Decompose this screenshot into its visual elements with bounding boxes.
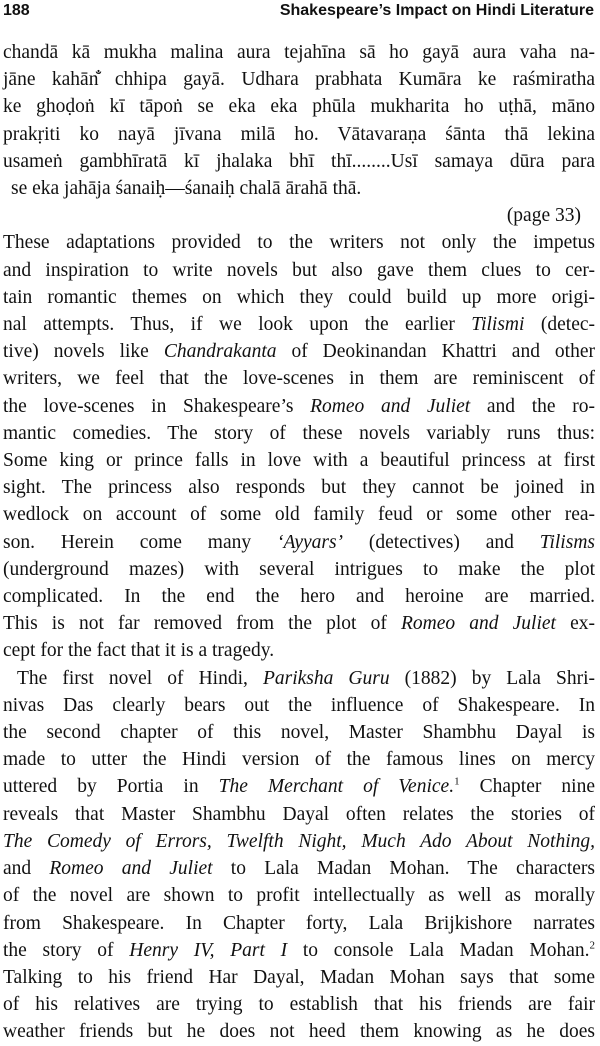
text-line: These adaptations provided to the writers not only the impetus (3, 232, 595, 254)
text-line (3, 828, 595, 855)
text-run: and (3, 858, 50, 880)
page-body (3, 39, 595, 1046)
text-run: son. Herein come many (3, 531, 277, 553)
text-line: the second chapter of this novel, Master Shambhu Dayal is (3, 722, 595, 744)
text-line (3, 773, 595, 800)
text-line: complicated. In the end the hero and heroine are married. (3, 586, 595, 608)
text-run: of Deokinandan Khattri and other (276, 341, 596, 363)
text-line: (underground mazes) with several intrigues to make the plot (3, 558, 595, 580)
text-line (3, 610, 595, 637)
text-line: reveals that Master Shambhu Dayal often relates the stories of (3, 803, 595, 825)
page-number: 188 (3, 2, 30, 19)
text-line: writers, we feel that the love-scenes in them are reminiscent of (3, 368, 595, 390)
text-run: Chapter nine (459, 776, 595, 798)
text-run: to console Lala Madan Mohan. (287, 939, 590, 961)
italic-title: Romeo and Juliet (49, 858, 213, 880)
italic-term: Tilisms (539, 531, 595, 553)
italic-title: Chandrakanta (163, 341, 277, 363)
quote-citation: (page 33) (506, 205, 581, 227)
text-line (3, 338, 595, 365)
text-line (3, 529, 595, 556)
text-line: and inspiration to write novels but also gave them clues to cer- (3, 259, 595, 281)
quote-line: se eka jahāja śanaiḥ—śanaiḥ chalā ārahā thā. (11, 178, 362, 200)
text-run: the love-scenes in Shakespeare’s (3, 395, 311, 417)
text-run: (detec- (524, 314, 595, 336)
text-line: Some king or prince falls in love with a beautiful princess at first (3, 450, 595, 472)
running-header (3, 0, 594, 22)
italic-title: Romeo and Juliet (310, 395, 471, 417)
text-run: nal attempts. Thus, if we look upon the earlier (3, 314, 472, 336)
text-run: The first novel of Hindi, (17, 667, 263, 689)
text-line: tain romantic themes on which they could build up more origi- (3, 286, 595, 308)
italic-title: Pariksha Guru (262, 667, 390, 689)
text-line: nivas Das clearly bears out the influence of Shakespeare. In (3, 694, 595, 716)
quote-line: chandā kā mukha malina aura tejahīna sā ho gayā aura vaha na- (3, 42, 595, 63)
italic-title: Romeo and Juliet (400, 613, 556, 635)
text-line: sight. The princess also responds but they cannot be joined in (3, 477, 595, 499)
running-title: Shakespeare’s Impact on Hindi Literature (279, 2, 594, 19)
footnote-ref: 2 (589, 939, 595, 952)
italic-term: Tilismi (471, 314, 525, 336)
text-line (3, 855, 595, 882)
italic-title: The Merchant of Venice. (218, 776, 455, 798)
text-line (3, 393, 595, 420)
paragraph-pariksha-guru (3, 665, 595, 1046)
text-run: and the ro- (470, 395, 595, 417)
text-line (3, 937, 595, 964)
quote-line: usameṅ gambhīratā kī jhalaka bhī thī........Usī samaya dūra para (3, 150, 595, 172)
transliterated-quote (3, 39, 595, 229)
text-line (3, 311, 595, 338)
text-line: mantic comedies. The story of these novels variably runs thus: (3, 422, 595, 444)
text-line: from Shakespeare. In Chapter forty, Lala Brijkishore narrates (3, 912, 595, 934)
text-run: uttered by Portia in (3, 776, 219, 798)
text-line: made to utter the Hindi version of the famous lines on mercy (3, 749, 595, 771)
text-run: to Lala Madan Mohan. The characters (212, 858, 595, 880)
paragraph-adaptations (3, 229, 595, 664)
text-run: (detectives) and (343, 531, 540, 553)
quote-line: jāne kahān̐ chhipa gayā. Udhara prabhata Kumāra ke raśmiratha (3, 69, 595, 91)
text-line: cept for the fact that it is a tragedy. (3, 640, 275, 662)
text-run: ex- (555, 613, 596, 635)
text-run: (1882) by Lala Shri- (389, 667, 595, 689)
footnote-ref: 1 (454, 775, 460, 788)
text-line: of his relatives are trying to establish that his friends are fair (3, 994, 595, 1016)
italic-title: Henry IV, Part I (129, 939, 288, 961)
text-line: weather friends but he does not heed them knowing as he does (3, 1021, 595, 1043)
text-run: This is not far removed from the plot of (3, 613, 401, 635)
text-line (3, 665, 595, 692)
italic-term: ‘Ayyars’ (276, 531, 344, 553)
text-line: of the novel are shown to profit intellectually as well as morally (3, 885, 595, 907)
quote-line: ke ghoḍoṅ kī tāpoṅ se eka eka phūla mukharita ho uṭhā, māno (3, 96, 595, 118)
text-line: wedlock on account of some old family feud or some other rea- (3, 504, 595, 526)
italic-title: The Comedy of Errors, Twelfth Night, Much Ado About Nothing, (3, 830, 595, 852)
quote-line: prakṛiti ko nayā jīvana milā ho. Vātavaraṇa śānta thā lekina (3, 123, 595, 145)
text-run: the story of (3, 939, 130, 961)
text-line: Talking to his friend Har Dayal, Madan Mohan says that some (3, 966, 595, 988)
text-run: tive) novels like (3, 341, 164, 363)
